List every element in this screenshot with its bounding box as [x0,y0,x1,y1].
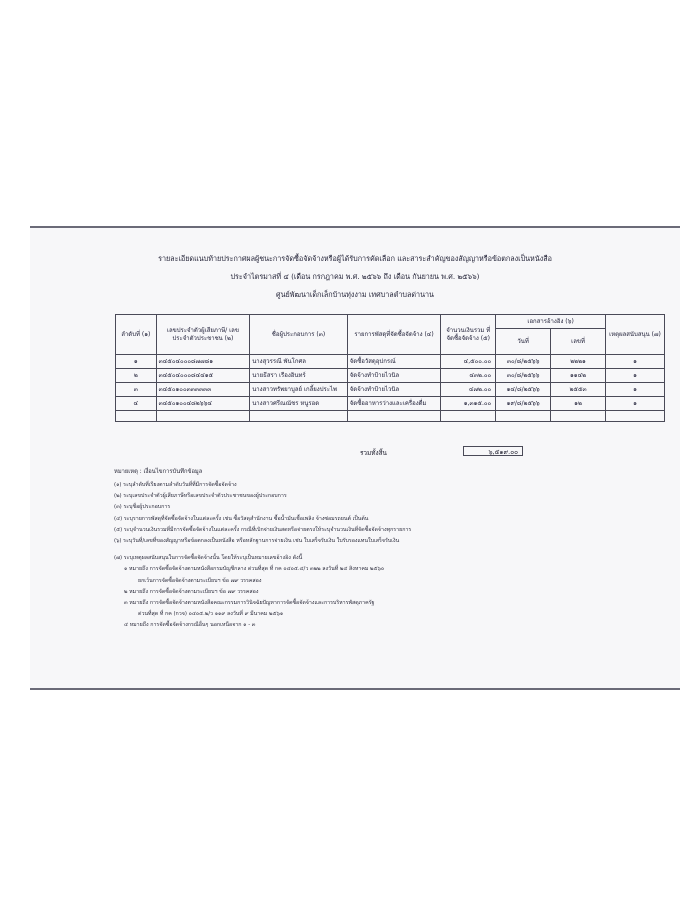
notes-title: หมายเหตุ : เงื่อนไขการบันทึกข้อมูล [114,469,203,475]
cell-taxid: ๓๔๕๐๑๐๐๔๘๒๖๖๔ [156,397,250,411]
col-header-name: ชื่อผู้ประกอบการ (๓) [250,315,348,355]
col-header-no: ลำดับที่ (๑) [116,315,157,355]
document-sheet [30,226,680,690]
doc-agency: ศูนย์พัฒนาเด็กเล็กบ้านทุ่งงาม เทศบาลตำบลด่านาน [276,290,434,299]
col-header-docno: เลขที่ [551,329,606,355]
table-row [116,397,665,411]
cell-item: จัดซื้อวัสดุอุปกรณ์ [347,355,441,369]
col-header-reason: เหตุผลสนับสนุน (๗) [605,315,664,355]
cell-item: จัดจ้างทำป้ายไวนิล [347,369,441,383]
cell-docno: ๑๒ [551,397,606,411]
note-item: (๕) ระบุจำนวนเงินรวมที่มีการจัดซื้อจัดจ้างในแต่ละครั้ง กรณีที่เบิกจ่ายเงินสดหรือจ่ายตรงให้ระบุจำนวนเงินที่จัดซื้อจัดจ้างทุกรายการ [114,526,412,533]
cell-taxid: ๓๔๕๐๑๐๐๓๓๓๓๓๓ [156,383,250,397]
cell-amount: ๔๓๒.๐๐ [441,369,496,383]
cell-no: ๒ [116,369,157,383]
cell-amount: ๔๗๒.๐๐ [441,383,496,397]
cell-date: ๓๐/๘/๒๕๖๖ [496,369,551,383]
cell-docno: ๑๑๔๒ [551,369,606,383]
note-item: (๗) ระบุเหตุผลสนับสนุนในการจัดซื้อจัดจ้างนั้น โดยให้ระบุเป็นหมายเลขอ้างอิง ดังนี้ [114,555,303,562]
note-item: (๒) ระบุเลขประจำตัวผู้เสียภาษีหรือเลขประจำตัวประชาชนของผู้ประกอบการ [114,493,287,500]
cell-reason: ๑ [605,355,664,369]
procurement-table [115,314,665,422]
note-subitem: ๑ หมายถึง การจัดซื้อจัดจ้างตามหนังสือกรมบัญชีกลาง ด่วนที่สุด ที่ กค ๐๔๐๕.๔/ว ๓๒๒ ลงวันที่ ๒๔ สิงหาคม ๒๕๖๐ [124,566,385,573]
note-item: (๖) ระบุวันที่/เลขที่ของสัญญาหรือข้อตกลงเป็นหนังสือ หรือหลักฐานการจ่ายเงิน เช่น ใบเสร็จรับเงิน ใบรับรองแทนใบเสร็จรับเงิน [114,537,400,544]
note-subitem: ด่วนที่สุด ที่ กค (กวจ) ๐๔๐๕.๒/ว ๑๑๙ ลงวันที่ ๙ มีนาคม ๒๕๖๑ [138,611,284,618]
total-label: รวมทั้งสิ้น [360,449,387,457]
col-header-item: รายการพัสดุที่จัดซื้อจัดจ้าง (๔) [347,315,441,355]
note-item: (๑) ระบุลำดับที่เรียงตามลำดับวันที่ที่มีการจัดซื้อจัดจ้าง [114,482,237,488]
table-row-empty [116,411,665,422]
cell-name: นายธีสรา เรืองอินทร์ [250,369,348,383]
cell-no: ๓ [116,383,157,397]
note-item: (๔) ระบุรายการพัสดุที่จัดซื้อจัดจ้างในแต่ละครั้ง เช่น ซื้อวัสดุสำนักงาน ซื้อน้ำมันเชื้อเพลิง จ้างซ่อมรถยนต์ เป็นต้น [114,515,369,522]
note-subitem: ยกเว้นการจัดซื้อจัดจ้างตามระเบียบฯ ข้อ ๗๙ วรรคสอง [138,577,262,584]
note-item: (๓) ระบุชื่อผู้ประกอบการ [114,504,171,511]
cell-date: ๑๔/๘/๒๕๖๖ [496,383,551,397]
cell-no: ๔ [116,397,157,411]
cell-no: ๑ [116,355,157,369]
cell-taxid: ๓๔๕๐๔๐๐๐๘๔๔๑๕ [156,369,250,383]
col-header-date: วันที่ [496,329,551,355]
cell-date: ๓๐/๘/๒๕๖๖ [496,355,551,369]
cell-reason: ๑ [605,397,664,411]
table-row [116,369,665,383]
notes-section [114,466,674,632]
note-subitem: ๒ หมายถึง การจัดซื้อจัดจ้างตามระเบียบฯ ข้อ ๗๙ วรรคสอง [124,588,259,595]
note-subitem: ๔ หมายถึง การจัดซื้อจัดจ้างกรณีอื่นๆ นอกเหนือจาก ๑ - ๓ [124,622,256,629]
cell-amount: ๔,๕๐๐.๐๐ [441,355,496,369]
doc-period: ประจำไตรมาสที่ ๔ (เดือน กรกฎาคม พ.ศ. ๒๕๖๖ ถึง เดือน กันยายน พ.ศ. ๒๕๖๖) [230,272,480,281]
col-header-amount: จำนวนเงินรวม ที่จัดซื้อจัดจ้าง (๕) [441,315,496,355]
doc-title: รายละเอียดแนบท้ายประกาศผลผู้ชนะการจัดซื้อจัดจ้างหรือผู้ได้รับการคัดเลือก และสาระสำคัญของสัญญาหรือข้อตกลงเป็นหนังสือ [158,254,552,263]
note-subitem: ๓ หมายถึง การจัดซื้อจัดจ้างตามหนังสือคณะกรรมการวินิจฉัยปัญหาการจัดซื้อจัดจ้างและการบริหารพัสดุภาครัฐ [124,599,375,606]
col-header-reference: เอกสารอ้างอิง (๖) [496,315,606,329]
cell-name: นางสาวศรีณณัชร หนูรอด [250,397,348,411]
cell-reason: ๑ [605,383,664,397]
cell-item: จัดซื้ออาหารว่างและเครื่องดื่ม [347,397,441,411]
table-row [116,383,665,397]
cell-name: นางสาวทรัพยาบูลย์ เกลี้ยงประไพ [250,383,348,397]
cell-taxid: ๓๔๕๐๔๐๐๐๘๗๗๘๑ [156,355,250,369]
cell-date: ๑๙/๘/๒๕๖๖ [496,397,551,411]
cell-reason: ๑ [605,369,664,383]
cell-amount: ๑,๓๑๕.๐๐ [441,397,496,411]
cell-item: จัดจ้างทำป้ายไวนิล [347,383,441,397]
cell-docno: ๒๕๕๓ [551,383,606,397]
total-amount: ๖,๕๑๙.๐๐ [463,446,523,456]
col-header-taxid: เลขประจำตัวผู้เสียภาษี/ เลขประจำตัวประชาชน (๒) [156,315,250,355]
table-row [116,355,665,369]
cell-name: นางสุวรรณี พันโกศล [250,355,348,369]
cell-docno: ๒๒๒๑ [551,355,606,369]
